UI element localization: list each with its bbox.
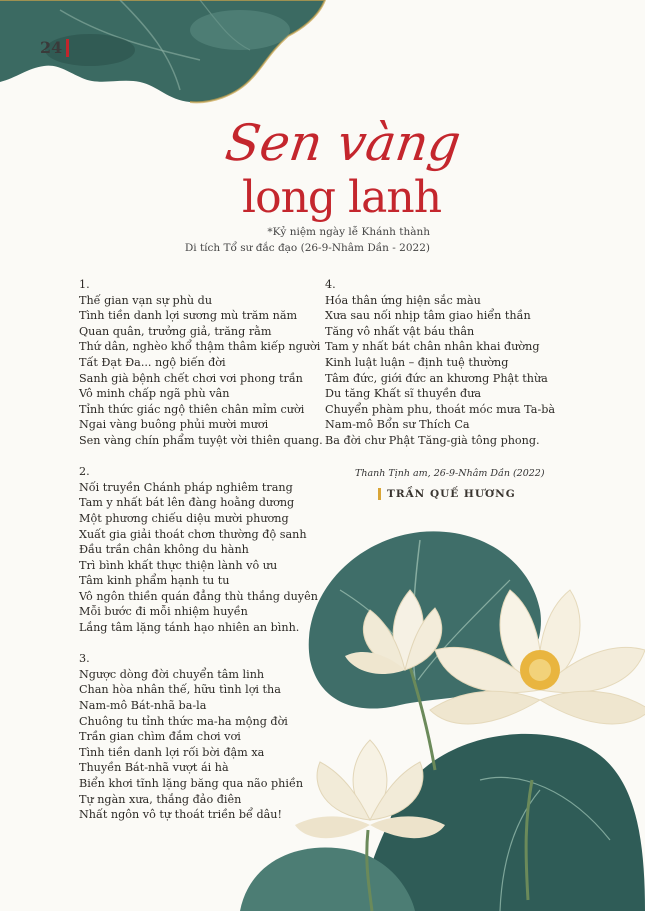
page-number [40, 38, 69, 57]
poem-stanza [325, 277, 555, 449]
poem-line: Mỗi bước đi mỗi nhiệm huyền [79, 605, 248, 619]
poem-column-right [325, 277, 555, 464]
poem-line: Tăng vô nhất vật báu thân [325, 324, 475, 338]
poem-line: Nam-mô Bổn sư Thích Ca [325, 418, 470, 432]
poem-line: Trì bình khất thực thiện lành vô ưu [79, 558, 278, 572]
author-bar [378, 488, 381, 500]
stanza-number: 2. [79, 465, 90, 479]
stanza-number: 4. [325, 278, 336, 291]
subtitle-line2: Di tích Tổ sư đắc đạo (26-9-Nhâm Dần - 2022) [184, 242, 430, 254]
poem-line: Tam y nhất bát lên đàng hoằng dương [79, 496, 295, 510]
poem-stanza [79, 277, 323, 449]
poem-title-line1: Sen vàng [221, 114, 465, 172]
poem-line: Ngai vàng buông phủi mười mươi [79, 418, 269, 432]
poem-line: Nhất ngôn vô tự thoát triền bể dâu! [79, 808, 282, 822]
poem-line: Tình tiền danh lợi rối bời đậm xa [79, 745, 265, 759]
poem-line: Thứ dân, nghèo khổ thậm thâm kiếp người [79, 340, 321, 354]
poem-line: Tam y nhất bát chân nhân khai đường [325, 340, 540, 354]
poem-line: Du tăng Khất sĩ thuyền đưa [325, 387, 482, 401]
poem-line: Biển khơi tĩnh lặng băng qua não phiền [79, 777, 304, 790]
poem-line: Nam-mô Bát-nhã ba-la [79, 699, 207, 713]
poem-line: Đầu trần chân không du hành [79, 543, 249, 557]
poem-line: Hóa thân ứng hiện sắc màu [325, 293, 481, 307]
poem-line: Ba đời chư Phật Tăng-già tông phong. [325, 433, 540, 447]
poem-line: Xưa sau nối nhịp tâm giao hiển thần [325, 309, 531, 323]
page-number-bar [66, 39, 69, 57]
poem-line: Tất Đạt Đa... ngộ biến đời [79, 355, 226, 369]
page-number-text: 24 [40, 38, 63, 57]
stanza-number: 1. [79, 278, 90, 291]
poem-line: Vô minh chấp ngã phù vân [79, 387, 230, 401]
poem-line: Tâm kinh phẩm hạnh tu tu [79, 574, 230, 588]
poem-line: Tỉnh thức giác ngộ thiên chân mỉm cười [79, 402, 305, 416]
poem-line: Trần gian chìm đắm chơi vơi [79, 730, 241, 744]
stanza-number: 3. [79, 652, 90, 666]
poem-line: Lắng tâm lặng tánh hạo nhiên an bình. [79, 621, 300, 635]
poem-line: Xuất gia giải thoát chơn thường độ sanh [79, 527, 307, 541]
poem-subtitle [180, 224, 430, 256]
poem-line: Tự ngàn xưa, thắng đảo điên [79, 792, 242, 806]
poem-line: Tâm đức, giới đức an khương Phật thừa [325, 371, 548, 385]
lotus-flower-illustration [240, 520, 645, 911]
subtitle-line1: *Kỷ niệm ngày lễ Khánh thành [267, 226, 430, 238]
poem-line: Thế gian vạn sự phù du [79, 293, 213, 307]
poem-line: Thuyền Bát-nhã vượt ái hà [79, 761, 229, 775]
poem-line: Nối truyền Chánh pháp nghiêm trang [79, 480, 293, 494]
poem-line: Ngược dòng đời chuyển tâm linh [79, 667, 265, 681]
poem-line: Vô ngôn thiền quán đẳng thù thắng duyên [79, 589, 318, 603]
poem-line: Một phương chiếu diệu mười phương [79, 511, 289, 525]
poem-line: Kinh luật luận – định tuệ thường [325, 355, 509, 369]
poem-line: Chan hòa nhân thế, hữu tình lợi tha [79, 683, 281, 697]
poem-line: Chuông tu tỉnh thức ma-ha mộng đời [79, 714, 288, 728]
signature-dateline: Thanh Tịnh am, 26-9-Nhâm Dần (2022) [355, 468, 545, 479]
poem-line: Quan quân, trưởng giả, trăng rằm [79, 324, 272, 338]
author-name: TRẦN QUẾ HƯƠNG [387, 488, 516, 500]
poem-line: Sanh già bệnh chết chơi vơi phong trần [79, 371, 303, 385]
poem-line: Sen vàng chín phẩm tuyệt vời thiên quang. [79, 433, 323, 447]
poem-line: Chuyển phàm phu, thoát móc mưa Ta-bà [325, 402, 556, 416]
poem-title-line2: long lanh [242, 172, 442, 223]
poem-line: Tình tiền danh lợi sương mù trăm năm [79, 309, 298, 323]
signature-author [378, 488, 516, 500]
